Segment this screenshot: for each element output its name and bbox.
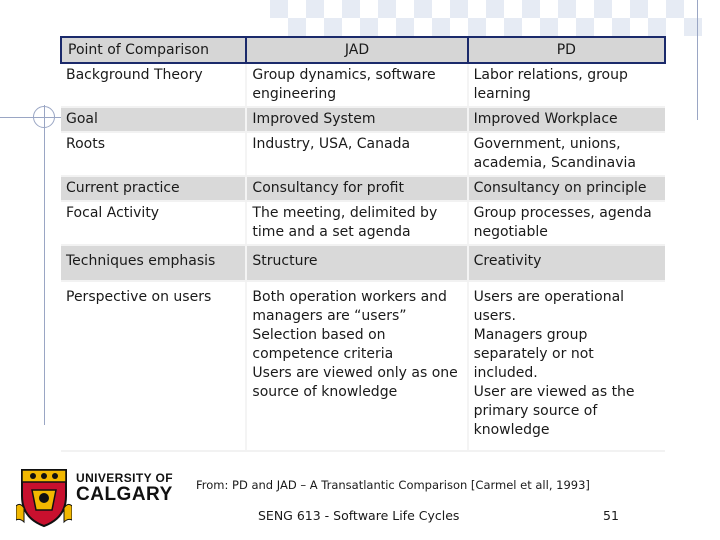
column-header-pd: PD [468,37,665,63]
column-header-jad: JAD [246,37,467,63]
row-label: Perspective on users [61,281,246,451]
jad-cell: Consultancy for profit [246,176,467,201]
slide-number: 51 [603,508,619,523]
pd-line: Managers group separately or not included. [473,327,594,381]
jad-cell: The meeting, delimited by time and a set agenda [246,201,467,245]
university-name-line1: UNIVERSITY OF [76,471,173,485]
citation: From: PD and JAD – A Transatlantic Comparison [Carmel et all, 1993] [196,478,590,492]
table-row [61,63,665,107]
jad-cell: Group dynamics, software engineering [246,63,467,107]
row-label: Focal Activity [61,201,246,245]
decorative-line [697,0,698,120]
table-row [61,281,665,451]
pd-cell: Government, unions, academia, Scandinavia [468,132,665,176]
decorative-grid [270,0,720,38]
row-label: Background Theory [61,63,246,107]
row-label: Goal [61,107,246,132]
jad-cell: Industry, USA, Canada [246,132,467,176]
table-row [61,245,665,281]
decorative-circle [33,106,55,128]
row-label: Techniques emphasis [61,245,246,281]
pd-cell [468,281,665,451]
course-footer: SENG 613 - Software Life Cycles [258,508,460,523]
comparison-table [60,36,666,452]
table-header-row [61,37,665,63]
university-name-line2: CALGARY [76,484,173,505]
pd-cell: Creativity [468,245,665,281]
jad-cell: Improved System [246,107,467,132]
jad-line: Users are viewed only as one source of knowledge [252,365,458,400]
column-header-point: Point of Comparison [61,37,246,63]
jad-line: Selection based on competence criteria [252,327,394,362]
pd-line: Users are operational users. [473,289,625,324]
pd-cell: Consultancy on principle [468,176,665,201]
table-row [61,176,665,201]
jad-cell: Structure [246,245,467,281]
jad-cell [246,281,467,451]
pd-cell: Labor relations, group learning [468,63,665,107]
pd-cell: Group processes, agenda negotiable [468,201,665,245]
pd-cell: Improved Workplace [468,107,665,132]
row-label: Current practice [61,176,246,201]
table-row [61,201,665,245]
pd-line: User are viewed as the primary source of knowledge [473,384,635,438]
jad-line: Both operation workers and managers are “users” [252,289,447,324]
crest-icon [16,466,72,528]
table-row [61,132,665,176]
table-row [61,107,665,132]
decorative-line [44,105,45,425]
row-label: Roots [61,132,246,176]
